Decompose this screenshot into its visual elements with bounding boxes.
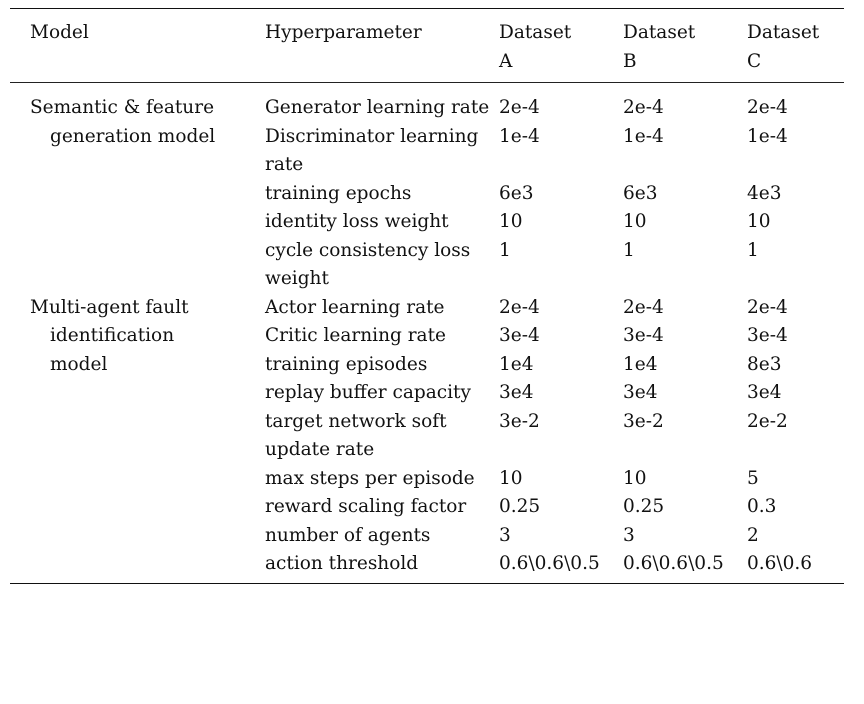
model-name-line: Multi-agent fault xyxy=(30,296,189,318)
dataset-a-cell: 6e3 xyxy=(499,182,534,204)
dataset-b-cell: 0.25 xyxy=(623,496,665,517)
model-cell xyxy=(10,83,265,294)
hyperparameter-cell: number of agents xyxy=(265,524,431,546)
dataset-a-cell: 0.25 xyxy=(499,496,541,517)
header-dataset-b-line1: Dataset xyxy=(623,22,696,43)
dataset-a-cell: 1e-4 xyxy=(499,125,540,147)
header-dataset-a-line1: Dataset xyxy=(499,22,572,43)
dataset-b-cell: 1 xyxy=(623,239,635,261)
dataset-c-cell: 5 xyxy=(747,467,759,489)
dataset-b-cell: 6e3 xyxy=(623,182,658,204)
hyperparameter-cell: replay buffer capacity xyxy=(265,382,471,403)
header-row xyxy=(10,9,844,82)
dataset-c-cell: 2 xyxy=(747,524,759,546)
dataset-a-cell: 3e4 xyxy=(499,382,534,403)
dataset-c-cell: 3e4 xyxy=(747,382,782,403)
header-dataset-b xyxy=(623,9,747,82)
dataset-c-cell: 10 xyxy=(747,211,771,232)
dataset-a-cell: 1e4 xyxy=(499,353,534,375)
dataset-b-cell: 3e4 xyxy=(623,382,658,403)
dataset-b-cell: 1e4 xyxy=(623,353,658,375)
dataset-b-cell: 3e-4 xyxy=(623,325,664,346)
hyperparameter-cell: training episodes xyxy=(265,353,428,375)
hyperparameter-cell: identity loss weight xyxy=(265,211,449,232)
dataset-c-cell: 2e-4 xyxy=(747,97,788,118)
dataset-c-cell: 2e-2 xyxy=(747,410,788,432)
dataset-a-cell: 3e-2 xyxy=(499,410,540,432)
header-dataset-a-line2: A xyxy=(499,50,513,72)
hyperparameter-cell: cycle consistency loss weight xyxy=(265,239,471,289)
model-name-line: model xyxy=(50,353,108,375)
dataset-b-cell: 0.6\0.6\0.5 xyxy=(623,553,724,574)
dataset-a-cell: 3e-4 xyxy=(499,325,540,346)
bottom-rule xyxy=(10,583,844,584)
table-row xyxy=(10,294,844,323)
dataset-a-cell: 1 xyxy=(499,239,511,261)
dataset-c-cell: 0.6\0.6 xyxy=(747,553,813,574)
dataset-b-cell: 10 xyxy=(623,467,647,489)
dataset-c-cell: 1 xyxy=(747,239,759,261)
dataset-a-cell: 2e-4 xyxy=(499,97,540,118)
dataset-a-cell: 2e-4 xyxy=(499,296,540,318)
dataset-c-cell: 3e-4 xyxy=(747,325,788,346)
hyperparameter-cell: Discriminator learning rate xyxy=(265,125,479,175)
model-name-line: identification xyxy=(50,325,175,346)
dataset-c-cell: 1e-4 xyxy=(747,125,788,147)
hyperparameter-table-container xyxy=(10,8,844,584)
hyperparameter-cell: Generator learning rate xyxy=(265,97,490,118)
dataset-b-cell: 10 xyxy=(623,211,647,232)
dataset-a-cell: 10 xyxy=(499,211,523,232)
dataset-a-cell: 3 xyxy=(499,524,511,546)
header-dataset-c-line1: Dataset xyxy=(747,22,820,43)
dataset-c-cell: 0.3 xyxy=(747,496,777,517)
hyperparameter-cell: Critic learning rate xyxy=(265,325,446,346)
dataset-b-cell: 3e-2 xyxy=(623,410,664,432)
model-cell xyxy=(10,294,265,583)
hyperparameter-cell: action threshold xyxy=(265,553,419,574)
dataset-b-cell: 1e-4 xyxy=(623,125,664,147)
table-body xyxy=(10,82,844,583)
header-dataset-b-line2: B xyxy=(623,50,637,72)
header-dataset-c-line2: C xyxy=(747,50,762,72)
hyperparameter-cell: reward scaling factor xyxy=(265,496,467,517)
header-dataset-c xyxy=(747,9,844,82)
dataset-b-cell: 2e-4 xyxy=(623,97,664,118)
model-name-line: Semantic & feature xyxy=(30,97,215,118)
dataset-b-cell: 2e-4 xyxy=(623,296,664,318)
dataset-c-cell: 8e3 xyxy=(747,353,782,375)
dataset-a-cell: 10 xyxy=(499,467,523,489)
dataset-a-cell: 0.6\0.6\0.5 xyxy=(499,553,600,574)
header-dataset-a xyxy=(499,9,623,82)
hyperparameter-table xyxy=(10,9,844,583)
hyperparameter-cell: max steps per episode xyxy=(265,467,475,489)
dataset-b-cell: 3 xyxy=(623,524,635,546)
model-name-line: generation model xyxy=(50,125,216,147)
dataset-c-cell: 2e-4 xyxy=(747,296,788,318)
header-model: Model xyxy=(30,22,89,43)
hyperparameter-cell: Actor learning rate xyxy=(265,296,445,318)
hyperparameter-cell: target network soft update rate xyxy=(265,410,447,460)
table-row xyxy=(10,83,844,123)
dataset-c-cell: 4e3 xyxy=(747,182,782,204)
header-hyperparameter: Hyperparameter xyxy=(265,22,422,43)
hyperparameter-cell: training epochs xyxy=(265,182,412,204)
